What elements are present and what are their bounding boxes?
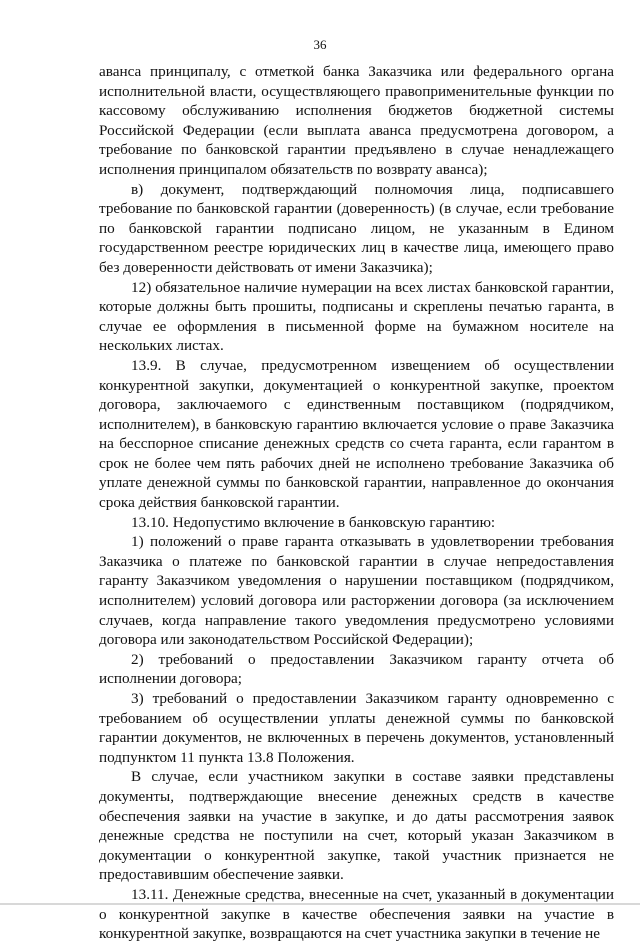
paragraph-item-12: 12) обязательное наличие нумерации на всех листах банковской гарантии, которые должны быть прошиты, подписаны и скреплены печатью гаранта, в случае ее оформления в письменной форме на бумажном носителе на нескольких листах.: [99, 278, 614, 355]
paragraph-13-10-item-1: 1) положений о праве гаранта отказывать в удовлетворении требования Заказчика о платеже по банковской гарантии в случае непредоставления гаранту Заказчиком уведомления о нарушении поставщиком (подрядчиком, исполнителем) условий договора или расторжении договора (за исключением случаев, когда направление такого уведомления предусмотрено условиями договора или законодательством Российской Федерации);: [99, 533, 614, 649]
paragraph-deposit-not-received: В случае, если участником закупки в составе заявки представлены документы, подтверждающие внесение денежных средств в качестве обеспечения заявки на участие в закупке, и до даты рассмотрения заявок денежные средства не поступили на счет, который указан Заказчиком в документации о конкурентной закупке, такой участник признается не предоставившим обеспечение заявки.: [99, 768, 614, 884]
paragraph-advance-continuation: аванса принципалу, с отметкой банка Заказчика или федерального органа исполнительной власти, осуществляющего правоприменительные функции по кассовому обслуживанию исполнения бюджетов бюджетной системы Российской Федерации (если выплата аванса предусмотрена договором, а требование по банковской гарантии предъявлено в случае ненадлежащего исполнения принципалом обязательств по возврату аванса);: [99, 63, 614, 178]
paragraph-item-v: в) документ, подтверждающий полномочия лица, подписавшего требование по банковской гарантии (доверенность) (в случае, если требование по банковской гарантии подписано лицом, не указанным в Едином государственном реестре юридических лиц в качестве лица, имеющего право без доверенности действовать от имени Заказчика);: [99, 180, 614, 276]
document-body: [99, 62, 614, 944]
paragraph-13-10-item-2: 2) требований о предоставлении Заказчиком гаранту отчета об исполнении договора;: [99, 650, 614, 688]
paragraph-13-9: 13.9. В случае, предусмотренном извещением об осуществлении конкурентной закупки, документацией о конкурентной закупке, проектом договора, заключаемого с единственным поставщиком (подрядчиком, исполнителем), в банковскую гарантию включается условие о праве Заказчика на бесспорное списание денежных средств со счета гаранта, если гарантом в срок не более чем пять рабочих дней не исполнено требование Заказчика об уплате денежной суммы по банковской гарантии, направленное до окончания срока действия банковской гарантии.: [99, 356, 614, 512]
paragraph-13-11: 13.11. Денежные средства, внесенные на счет, указанный в документации о конкурентной закупке в качестве обеспечения заявки на участие в конкурентной закупке, возвращаются на счет участника закупки в течение не: [99, 885, 614, 943]
page-number: 36: [313, 37, 327, 52]
paragraph-13-10: 13.10. Недопустимо включение в банковскую гарантию:: [131, 513, 496, 531]
paragraph-13-10-item-3: 3) требований о предоставлении Заказчиком гаранту одновременно с требованием об осуществлении уплаты денежной суммы по банковской гарантии документов, не включенных в перечень документов, установленный подпунктом 11 пункта 13.8 Положения.: [99, 690, 614, 766]
